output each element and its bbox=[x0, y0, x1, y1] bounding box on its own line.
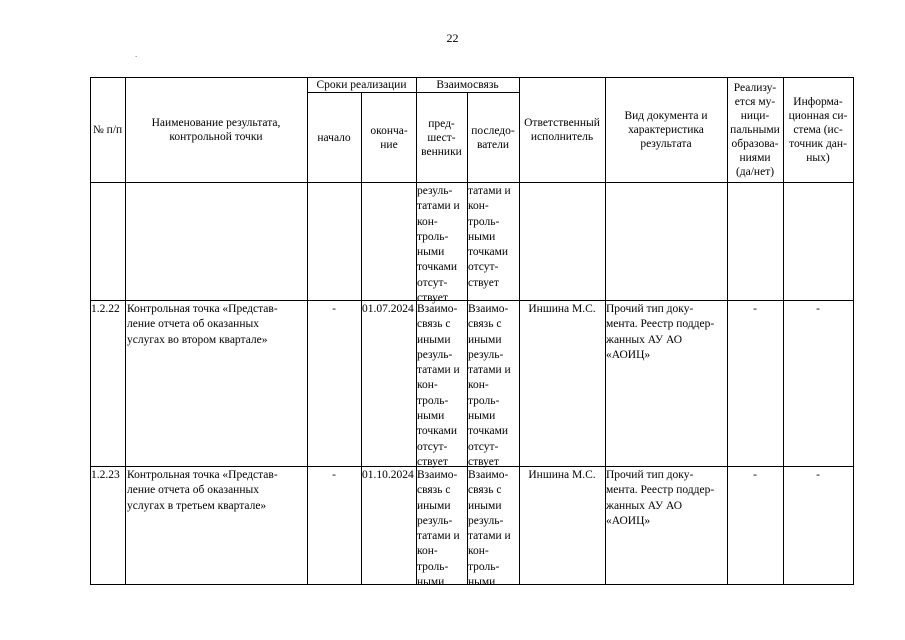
cell-name bbox=[127, 302, 305, 348]
cell-predecessors-line: ными bbox=[417, 410, 445, 423]
header-line: стема (ис- bbox=[793, 123, 843, 136]
cell-predecessors-line: связь с bbox=[417, 318, 451, 331]
cell-document-type-line: жанных АУ АО bbox=[606, 333, 683, 346]
cell-successors-line: точками bbox=[468, 246, 509, 259]
cell-successors-line: кон- bbox=[468, 200, 489, 213]
cell-successors-line: троль- bbox=[468, 394, 500, 407]
header-line: Ответственный bbox=[524, 116, 600, 129]
cell-predecessors-line: татами и bbox=[417, 200, 460, 213]
cell-successors-line: Взаимо- bbox=[468, 303, 509, 315]
header-line: Информа- bbox=[793, 95, 843, 108]
cell-document-type-line: Прочий тип доку- bbox=[606, 303, 694, 315]
header-line: ционная си- bbox=[788, 109, 848, 122]
cell-responsible: Иншина М.С. bbox=[528, 469, 596, 481]
cell-successors bbox=[468, 184, 519, 291]
header-line: ници- bbox=[740, 109, 770, 122]
cell-municipal: - bbox=[753, 303, 757, 315]
header-municipal bbox=[727, 77, 783, 182]
cell-successors-line: резуль- bbox=[468, 348, 504, 361]
cell-successors-line: связь с bbox=[468, 318, 502, 331]
cell-end: 01.07.2024 bbox=[362, 303, 414, 315]
cell-successors-line: кон- bbox=[468, 545, 489, 558]
cell-document-type bbox=[606, 302, 727, 363]
header-num: № п/п bbox=[92, 123, 123, 136]
cell-name-line: услугах в третьем квартале» bbox=[127, 499, 267, 512]
header-line: последо- bbox=[471, 124, 515, 137]
cell-document-type-line: жанных АУ АО bbox=[606, 499, 683, 512]
cell-predecessors-line: отсут- bbox=[417, 440, 448, 453]
cell-predecessors-line: кон- bbox=[417, 215, 438, 228]
cell-predecessors-line: ными bbox=[417, 246, 445, 259]
header-line: Вид документа и bbox=[624, 109, 708, 122]
header-line: ется му- bbox=[734, 95, 776, 108]
cell-predecessors bbox=[417, 184, 467, 306]
header-line: пред- bbox=[428, 117, 455, 130]
cell-successors-line: татами и bbox=[468, 530, 511, 543]
cell-successors-line: отсут- bbox=[468, 440, 499, 453]
cell-successors-line: точками bbox=[468, 425, 509, 438]
header-responsible bbox=[519, 77, 605, 182]
cell-predecessors-line: троль- bbox=[417, 230, 449, 243]
header-end: оконча-ние bbox=[370, 124, 408, 151]
cell-name-line: ление отчета об оказанных bbox=[127, 318, 259, 331]
cell-predecessors-line: связь с bbox=[417, 484, 451, 497]
cell-predecessors-line: точками bbox=[417, 425, 458, 438]
cell-predecessors-line: точками bbox=[417, 261, 458, 274]
cell-successors-line: ствует bbox=[468, 276, 499, 289]
cell-predecessors-line: иными bbox=[417, 333, 451, 346]
header-info-system bbox=[783, 77, 853, 182]
cell-predecessors-line: отсут- bbox=[417, 276, 448, 289]
header-terms-group: Сроки реализации bbox=[316, 78, 407, 91]
cell-end: 01.10.2024 bbox=[362, 469, 414, 481]
cell-info-system: - bbox=[816, 469, 820, 481]
cell-start: - bbox=[332, 469, 336, 481]
cell-document-type-line: мента. Реестр поддер- bbox=[606, 318, 715, 331]
cell-num: 1.2.23 bbox=[91, 469, 120, 481]
cell-predecessors-line: резуль- bbox=[417, 185, 453, 197]
cell-predecessors bbox=[417, 302, 467, 470]
header-line: пальными bbox=[730, 123, 780, 136]
header-line: Реализу- bbox=[733, 81, 777, 94]
cell-name-line: Контрольная точка «Представ- bbox=[127, 469, 278, 481]
header-successors bbox=[467, 93, 519, 182]
cell-document-type bbox=[606, 468, 727, 529]
cell-predecessors-line: кон- bbox=[417, 379, 438, 392]
cell-predecessors-line: ными bbox=[417, 576, 445, 589]
cell-successors-line: ными bbox=[468, 576, 496, 589]
cell-successors-line: татами и bbox=[468, 185, 511, 197]
cell-predecessors-line: Взаимо- bbox=[417, 469, 458, 481]
cell-successors-line: троль- bbox=[468, 215, 500, 228]
cell-successors bbox=[468, 302, 519, 470]
cell-successors-line: иными bbox=[468, 499, 502, 512]
header-line: характеристика bbox=[628, 123, 704, 136]
cell-predecessors-line: ствует bbox=[417, 455, 448, 468]
cell-info-system: - bbox=[816, 303, 820, 315]
header-line: ниями bbox=[739, 151, 771, 164]
cell-successors-line: резуль- bbox=[468, 514, 504, 527]
header-link-group: Взаимосвязь bbox=[436, 78, 499, 91]
cell-predecessors-line: троль- bbox=[417, 560, 449, 573]
cell-document-type-line: Прочий тип доку- bbox=[606, 469, 694, 481]
cell-name-line: ление отчета об оказанных bbox=[127, 484, 259, 497]
header-document-type bbox=[605, 77, 727, 182]
cell-successors-line: ными bbox=[468, 410, 496, 423]
header-line: (да/нет) bbox=[735, 165, 775, 178]
cell-predecessors-line: татами и bbox=[417, 364, 460, 377]
header-start: начало bbox=[317, 131, 351, 144]
scan-mark: . bbox=[135, 49, 138, 59]
cell-document-type-line: «АОИЦ» bbox=[606, 348, 651, 361]
cell-predecessors-line: ствует bbox=[417, 292, 448, 305]
header-line: точник дан- bbox=[789, 137, 847, 150]
cell-document-type-line: «АОИЦ» bbox=[606, 514, 651, 527]
cell-predecessors-line: кон- bbox=[417, 545, 438, 558]
cell-predecessors-line: иными bbox=[417, 499, 451, 512]
cell-name bbox=[127, 468, 305, 514]
cell-successors-line: кон- bbox=[468, 379, 489, 392]
cell-predecessors-line: резуль- bbox=[417, 348, 453, 361]
header-line: шест- bbox=[427, 131, 456, 144]
cell-successors-line: иными bbox=[468, 333, 502, 346]
cell-document-type-line: мента. Реестр поддер- bbox=[606, 484, 715, 497]
header-line: венники bbox=[421, 145, 462, 158]
cell-successors-line: троль- bbox=[468, 560, 500, 573]
cell-predecessors-line: татами и bbox=[417, 530, 460, 543]
header-line: ватели bbox=[476, 138, 510, 151]
cell-successors-line: татами и bbox=[468, 364, 511, 377]
cell-predecessors-line: троль- bbox=[417, 394, 449, 407]
cell-predecessors-line: Взаимо- bbox=[417, 303, 458, 315]
cell-successors-line: ными bbox=[468, 230, 496, 243]
cell-successors-line: связь с bbox=[468, 484, 502, 497]
header-line: ных) bbox=[806, 151, 830, 164]
cell-responsible: Иншина М.С. bbox=[528, 303, 596, 315]
cell-name-line: Контрольная точка «Представ- bbox=[127, 303, 278, 315]
header-line: образова- bbox=[731, 137, 779, 150]
cell-successors-line: Взаимо- bbox=[468, 469, 509, 481]
cell-successors-line: отсут- bbox=[468, 261, 499, 274]
header-line: результата bbox=[640, 137, 692, 150]
header-predecessors bbox=[416, 93, 467, 182]
cell-predecessors bbox=[417, 468, 467, 590]
cell-successors bbox=[468, 468, 519, 590]
header-name: Наименование результата, контрольной точки bbox=[151, 116, 281, 143]
cell-successors-line: ствует bbox=[468, 455, 499, 468]
cell-name-line: услугах во втором квартале» bbox=[127, 333, 268, 346]
header-line: исполнитель bbox=[530, 130, 594, 143]
cell-municipal: - bbox=[753, 469, 757, 481]
cell-predecessors-line: резуль- bbox=[417, 514, 453, 527]
page-number: 22 bbox=[446, 31, 459, 45]
cell-start: - bbox=[332, 303, 336, 315]
cell-num: 1.2.22 bbox=[91, 303, 120, 315]
